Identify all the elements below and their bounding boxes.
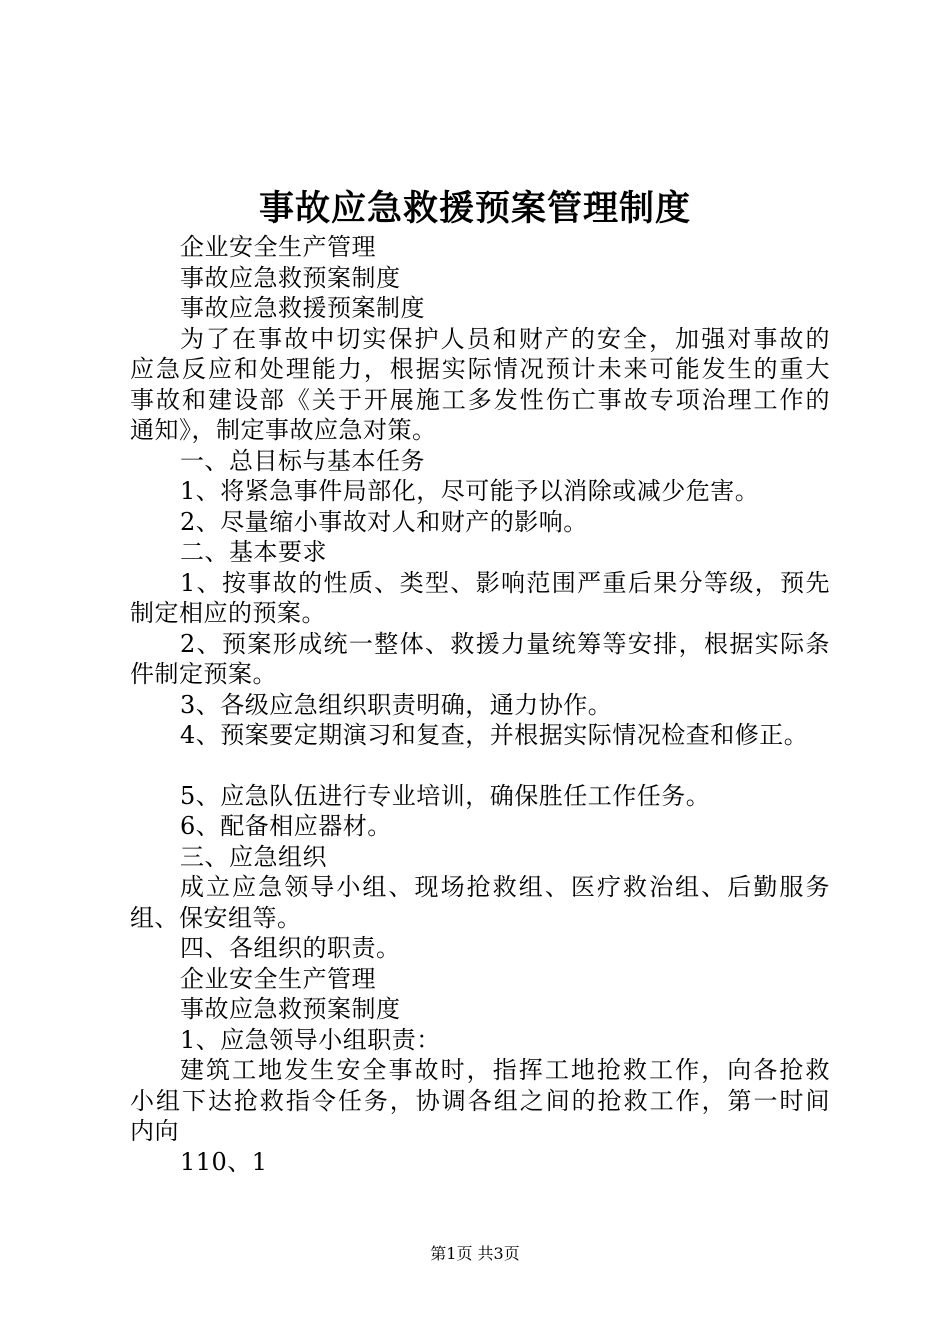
paragraph-line: 内向 bbox=[130, 1117, 179, 1145]
paragraph-line: 2、预案形成统一整体、救援力量统筹等安排，根据实际条 bbox=[180, 629, 830, 658]
document-body bbox=[130, 232, 830, 1177]
paragraph-line: 6、配备相应器材。 bbox=[180, 812, 392, 840]
paragraph-line: 成立应急领导小组、现场抢救组、医疗救治组、后勤服务 bbox=[180, 873, 830, 901]
paragraph-line: 1、按事故的性质、类型、影响范围严重后果分等级，预先 bbox=[180, 568, 830, 597]
paragraph-line: 事故应急救预案制度 bbox=[180, 263, 401, 292]
section-heading: 一、总目标与基本任务 bbox=[180, 446, 425, 475]
paragraph-line: 110、1 bbox=[180, 1147, 268, 1176]
section-heading: 二、基本要求 bbox=[180, 538, 327, 566]
paragraph-line: 小组下达抢救指令任务，协调各组之间的抢救工作，第一时间 bbox=[130, 1086, 830, 1115]
document-title: 事故应急救援预案管理制度 bbox=[258, 188, 691, 229]
paragraph-line: 制定相应的预案。 bbox=[130, 599, 326, 627]
paragraph-line: 通知》，制定事故应急对策。 bbox=[130, 416, 437, 444]
section-heading: 四、各组织的职责。 bbox=[180, 934, 401, 962]
paragraph-line: 事故和建设部《关于开展施工多发性伤亡事故专项治理工作的 bbox=[130, 385, 830, 414]
paragraph-line: 1、应急领导小组职责： bbox=[180, 1025, 441, 1054]
paragraph-line: 组、保安组等。 bbox=[130, 903, 302, 932]
paragraph-line: 5、应急队伍进行专业培训，确保胜任工作任务。 bbox=[180, 781, 711, 810]
section-heading: 三、应急组织 bbox=[180, 842, 327, 871]
blank-line bbox=[130, 751, 830, 781]
paragraph-line: 件制定预案。 bbox=[130, 660, 277, 688]
paragraph-line: 1、将紧急事件局部化，尽可能予以消除或减少危害。 bbox=[180, 477, 760, 505]
paragraph-line: 应急反应和处理能力，根据实际情况预计未来可能发生的重大 bbox=[130, 355, 830, 383]
page-footer: 第1页 共3页 bbox=[430, 1244, 520, 1263]
paragraph-line: 事故应急救援预案制度 bbox=[180, 294, 425, 322]
paragraph-line: 企业安全生产管理 bbox=[180, 964, 376, 993]
paragraph-line: 建筑工地发生安全事故时，指挥工地抢救工作，向各抢救 bbox=[180, 1056, 830, 1084]
paragraph-line: 企业安全生产管理 bbox=[180, 233, 376, 261]
paragraph-line: 事故应急救预案制度 bbox=[180, 995, 401, 1023]
paragraph-line: 为了在事故中切实保护人员和财产的安全，加强对事故的 bbox=[180, 324, 830, 353]
paragraph-line: 4、预案要定期演习和复查，并根据实际情况检查和修正。 bbox=[180, 721, 809, 749]
paragraph-line: 2、尽量缩小事故对人和财产的影响。 bbox=[180, 507, 588, 536]
paragraph-line: 3、各级应急组织职责明确，通力协作。 bbox=[180, 690, 613, 719]
